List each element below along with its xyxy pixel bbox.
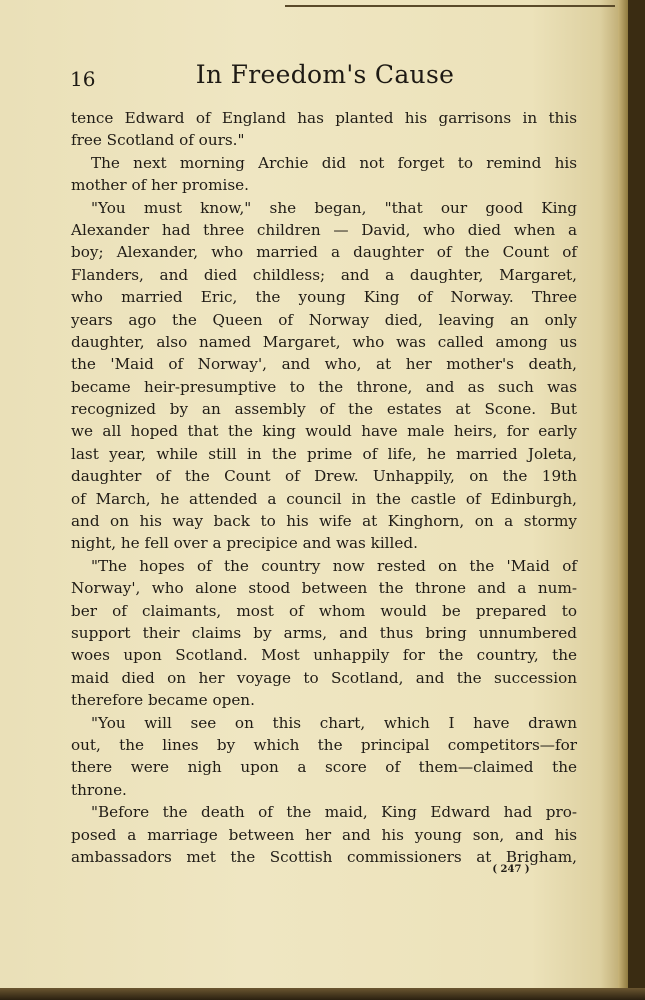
text-line: of March, he attended a council in the castle of Edinburgh, bbox=[71, 489, 577, 508]
signature-mark: ( 247 ) bbox=[492, 864, 530, 875]
text-line: "You must know," she began, "that our good King bbox=[91, 198, 577, 217]
text-line: ber of claimants, most of whom would be prepared to bbox=[71, 601, 577, 620]
text-line: boy; Alexander, who married a daughter of the Count of bbox=[71, 243, 577, 262]
text-line: there were nigh upon a score of them—claimed the bbox=[71, 758, 577, 777]
text-line: The next morning Archie did not forget to remind his bbox=[91, 153, 577, 172]
text-line: maid died on her voyage to Scotland, and the succession bbox=[71, 668, 577, 687]
bottom-edge bbox=[0, 988, 645, 1000]
text-line: Flanders, and died childless; and a daughter, Margaret, bbox=[71, 265, 577, 284]
text-line: woes upon Scotland. Most unhappily for the country, the bbox=[71, 646, 577, 665]
text-line: out, the lines by which the principal competitors—for bbox=[71, 735, 577, 754]
page-number: 16 bbox=[70, 67, 96, 91]
top-rule bbox=[285, 5, 615, 7]
text-line: Alexander had three children — David, who died when a bbox=[71, 220, 577, 239]
page-edge bbox=[618, 0, 628, 992]
text-line: night, he fell over a precipice and was killed. bbox=[71, 534, 418, 553]
text-line: "You will see on this chart, which I have drawn bbox=[91, 713, 577, 732]
text-line: support their claims by arms, and thus bring unnumbered bbox=[71, 623, 577, 642]
text-line: the 'Maid of Norway', and who, at her mother's death, bbox=[71, 355, 577, 374]
text-line: daughter, also named Margaret, who was called among us bbox=[71, 332, 577, 351]
text-line: "The hopes of the country now rested on the 'Maid of bbox=[91, 556, 577, 575]
text-line: therefore became open. bbox=[71, 691, 255, 710]
text-line: years ago the Queen of Norway died, leaving an only bbox=[71, 310, 577, 329]
text-line: daughter of the Count of Drew. Unhappily, on the 19th bbox=[71, 467, 577, 486]
text-line: we all hoped that the king would have male heirs, for early bbox=[71, 422, 577, 441]
text-line: mother of her promise. bbox=[71, 176, 249, 195]
page-header bbox=[70, 60, 580, 100]
running-title: In Freedom's Cause bbox=[195, 60, 455, 89]
text-line: recognized by an assembly of the estates at Scone. But bbox=[71, 400, 577, 419]
body-text bbox=[71, 107, 577, 868]
text-line: ambassadors met the Scottish commissioners at Brigham, bbox=[71, 847, 577, 866]
text-line: became heir-presumptive to the throne, and as such was bbox=[71, 377, 577, 396]
text-line: free Scotland of ours." bbox=[71, 131, 245, 150]
text-line: throne. bbox=[71, 780, 127, 799]
text-line: who married Eric, the young King of Norway. Three bbox=[71, 288, 577, 307]
text-line: and on his way back to his wife at Kinghorn, on a stormy bbox=[71, 512, 577, 531]
text-line: posed a marriage between her and his young son, and his bbox=[71, 825, 577, 844]
text-line: "Before the death of the maid, King Edward had pro- bbox=[91, 803, 577, 822]
text-line: tence Edward of England has planted his garrisons in this bbox=[71, 109, 577, 127]
text-line: last year, while still in the prime of life, he married Joleta, bbox=[71, 444, 577, 463]
text-line: Norway', who alone stood between the throne and a num- bbox=[71, 579, 577, 598]
